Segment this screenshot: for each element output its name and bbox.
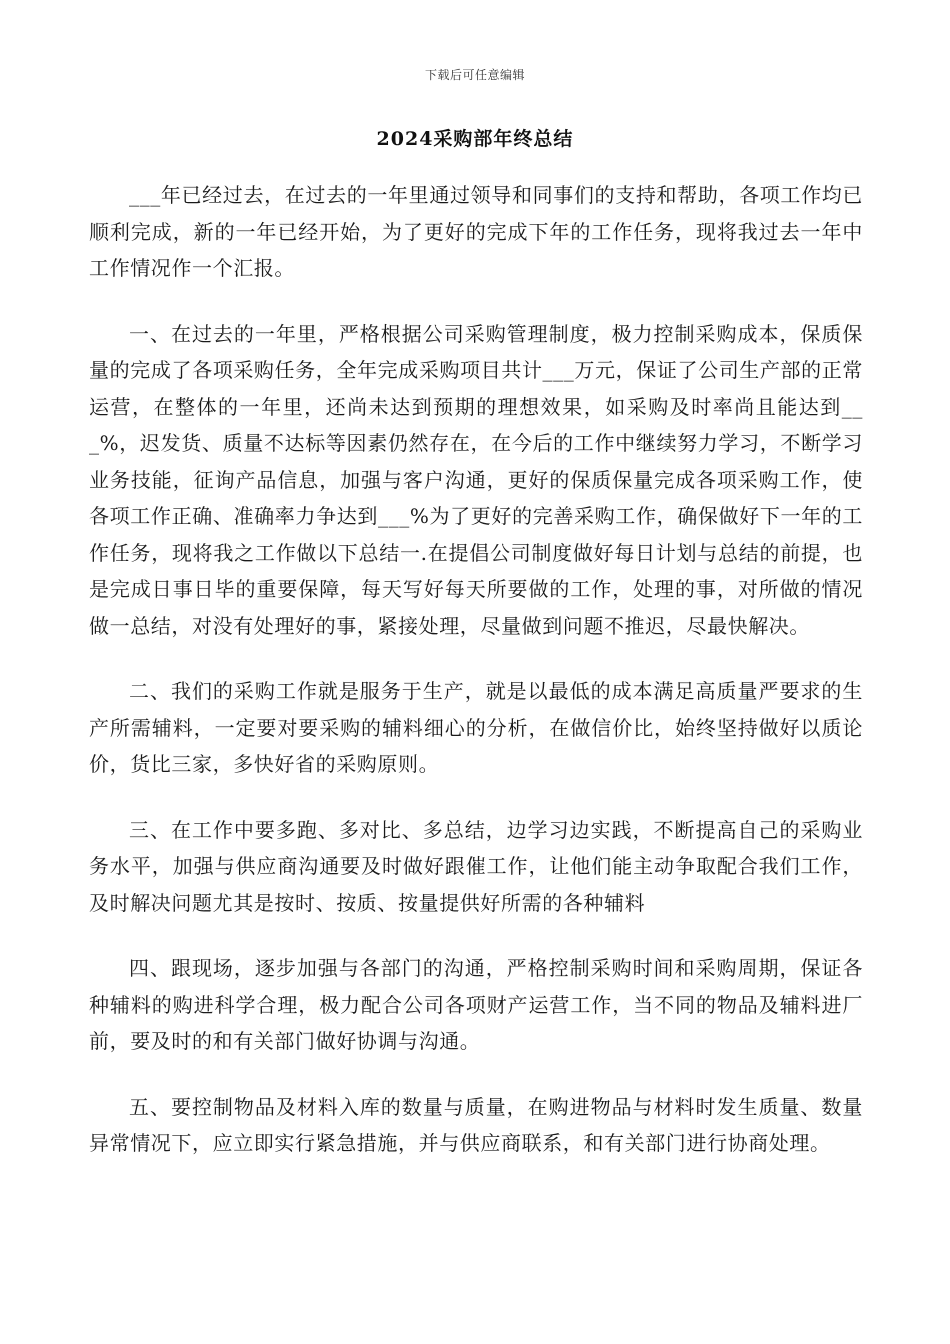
paragraph-section-3: 三、在工作中要多跑、多对比、多总结，边学习边实践，不断提高自己的采购业务水平，加强与供应商沟通要及时做好跟催工作，让他们能主动争取配合我们工作，及时解决问题尤其是按时、按质、按量提供好所需的各种辅料 bbox=[89, 817, 863, 915]
document-title: 2024采购部年终总结 bbox=[376, 128, 574, 150]
document-body bbox=[89, 177, 863, 1191]
paragraph-section-1: 一、在过去的一年里，严格根据公司采购管理制度，极力控制采购成本，保质保量的完成了各项采购任务，全年完成采购项目共计___万元，保证了公司生产部的正常运营，在整体的一年里，还尚未达到预期的理想效果，如采购及时率尚且能达到___%，迟发货、质量不达标等因素仍然存在，在今后的工作中继续努力学习，不断学习业务技能，征询产品信息，加强与客户沟通，更好的保质保量完成各项采购工作，使各项工作正确、准确率力争达到___%为了更好的完善采购工作，确保做好下一年的工作任务，现将我之工作做以下总结一.在提倡公司制度做好每日计划与总结的前提，也是完成日事日毕的重要保障，每天写好每天所要做的工作，处理的事，对所做的情况做一总结，对没有处理好的事，紧接处理，尽量做到问题不推迟，尽最快解决。 bbox=[89, 321, 863, 638]
paragraph-section-5: 五、要控制物品及材料入库的数量与质量，在购进物品与材料时发生质量、数量异常情况下，应立即实行紧急措施，并与供应商联系，和有关部门进行协商处理。 bbox=[89, 1094, 863, 1155]
header-note: 下载后可任意编辑 bbox=[424, 68, 525, 82]
paragraph-section-2: 二、我们的采购工作就是服务于生产，就是以最低的成本满足高质量严要求的生产所需辅料，一定要对要采购的辅料细心的分析，在做信价比，始终坚持做好以质论价，货比三家，多快好省的采购原则。 bbox=[89, 679, 863, 776]
paragraph-section-4: 四、跟现场，逐步加强与各部门的沟通，严格控制采购时间和采购周期，保证各种辅料的购进科学合理，极力配合公司各项财产运营工作，当不同的物品及辅料进厂前，要及时的和有关部门做好协调与沟通。 bbox=[89, 956, 863, 1053]
paragraph-intro: ___年已经过去，在过去的一年里通过领导和同事们的支持和帮助，各项工作均已顺利完成，新的一年已经开始，为了更好的完成下年的工作任务，现将我过去一年中工作情况作一个汇报。 bbox=[89, 183, 863, 280]
